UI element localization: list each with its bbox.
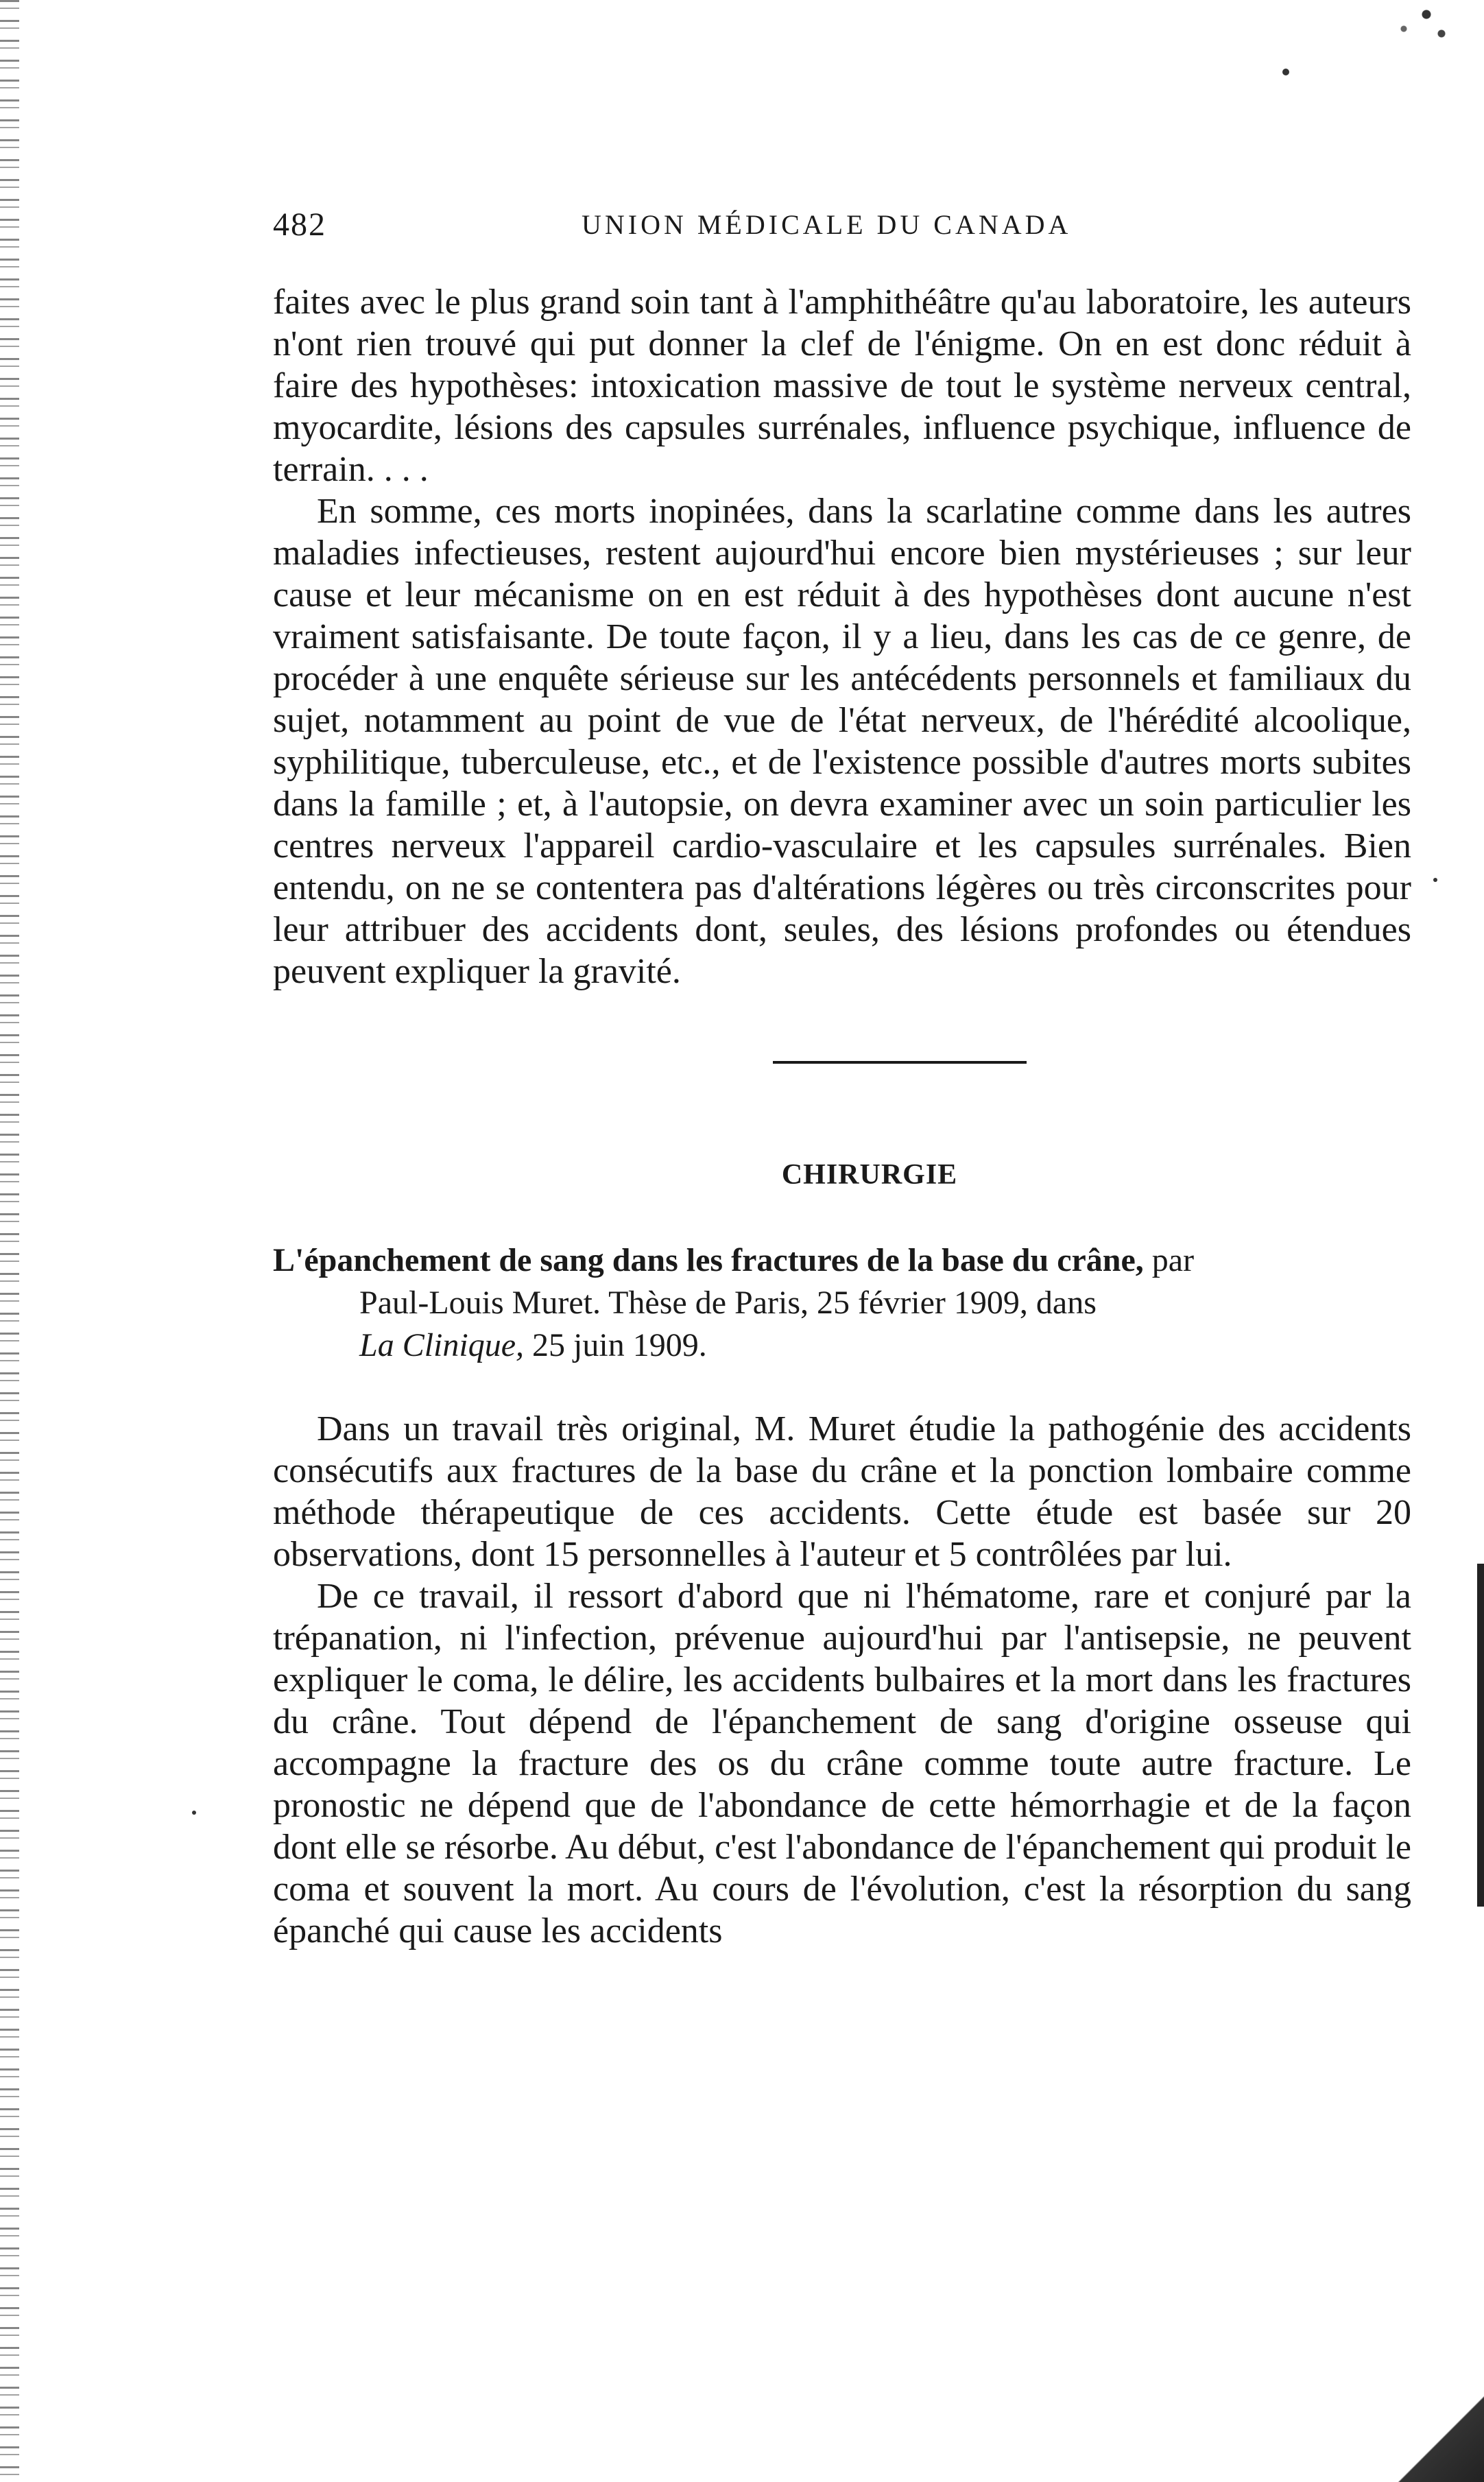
- scan-speck: [1433, 878, 1437, 882]
- citation-source: [273, 1282, 1411, 1367]
- citation-title: L'épanchement de sang dans les fractures de la base du crâne,: [273, 1242, 1144, 1278]
- page: [273, 206, 1411, 1952]
- scan-right-edge: [1477, 1564, 1484, 1907]
- paragraph: En somme, ces morts inopinées, dans la scarlatine comme dans les autres maladies infectieuses, restent aujourd'hui encore bien mystérieuses ; sur leur cause et leur mécanisme on en est réduit à des hypothèses dont aucune n'est vraiment satisfaisante. De toute façon, il y a lieu, dans les cas de ce genre, de procéder à une enquête sérieuse sur les antécédents personnels et familiaux du sujet, notamment au point de vue de l'état nerveux, de l'hérédité alcoolique, syphilitique, tuberculeuse, etc., et de l'existence possible d'autres morts subites dans la famille ; et, à l'autopsie, on devra examiner avec un soin particulier les centres nerveux l'appareil cardio-vasculaire et les capsules surrénales. Bien entendu, on ne se contentera pas d'altérations légères ou très circonscrites pour leur attribuer des accidents dont, seules, des lésions profondes ou étendues peuvent expliquer la gravité.: [273, 492, 1411, 991]
- scan-speck: [1282, 69, 1289, 75]
- scan-speck: [192, 1811, 196, 1815]
- citation-date: 25 juin 1909.: [524, 1327, 707, 1363]
- paragraph: De ce travail, il ressort d'abord que ni l'hématome, rare et conjuré par la trépanation, ni l'infection, prévenue aujourd'hui par l'antisepsie, ne peuvent expliquer le coma, le délire, les accidents bulbaires et la mort dans les fractures du crâne. Tout dépend de l'épanchement de sang d'origine osseuse qui accompagne la fracture des os du crâne comme toute autre fracture. Le pronostic ne dépend que de l'abondance de cette hémorrhagie et de la façon dont elle se résorbe. Au début, c'est l'abondance de l'épanchement qui produit le coma et souvent la mort. Au cours de l'évolution, c'est la résorption du sang épanché qui cause les accidents: [273, 1577, 1411, 1950]
- scan-bottom-corner: [1381, 2393, 1484, 2482]
- scan-left-edge: [0, 0, 19, 2482]
- article-citation: [273, 1239, 1411, 1367]
- citation-author-line: Paul-Louis Muret. Thèse de Paris, 25 février 1909, dans: [359, 1285, 1097, 1321]
- article-body-bottom: [273, 1408, 1411, 1952]
- citation-journal: La Clinique,: [359, 1327, 525, 1363]
- paragraph: Dans un travail très original, M. Muret étudie la pathogénie des accidents consécutifs aux fractures de la base du crâne et la ponction lombaire comme méthode thérapeutique de ces accidents. Cette étude est basée sur 20 observations, dont 15 personnelles à l'auteur et 5 contrôlées par lui.: [273, 1409, 1411, 1574]
- page-header: [273, 206, 1411, 261]
- section-divider: [773, 1061, 1027, 1064]
- scan-corner-mark: [1381, 0, 1457, 48]
- article-body-top: [273, 281, 1411, 992]
- section-heading: CHIRURGIE: [781, 1159, 958, 1191]
- citation-by: par: [1143, 1242, 1195, 1278]
- running-title: UNION MÉDICALE DU CANADA: [582, 209, 1072, 240]
- paragraph: faites avec le plus grand soin tant à l'amphithéâtre qu'au laboratoire, les auteurs n'ont rien trouvé qui put donner la clef de l'énigme. On en est donc réduit à faire des hypothèses: intoxication massive de tout le système nerveux central, myocardite, lésions des capsules surrénales, influence psychique, influence de terrain. . . .: [273, 283, 1411, 489]
- page-number: 482: [273, 206, 326, 243]
